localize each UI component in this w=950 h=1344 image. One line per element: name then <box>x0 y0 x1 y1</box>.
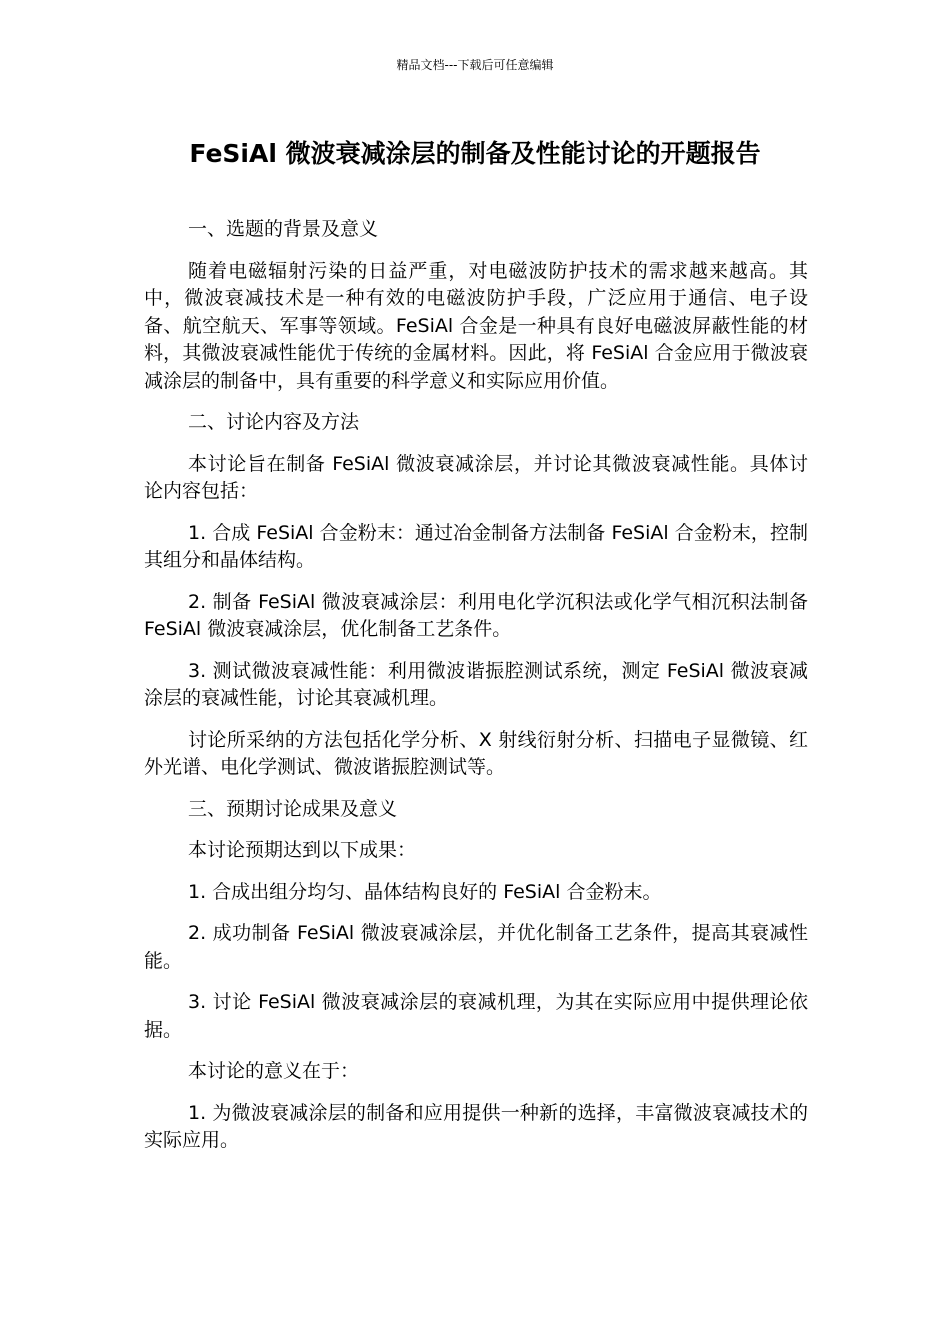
section-heading-content-methods: 二、讨论内容及方法 <box>188 411 360 433</box>
document-title: FeSiAl 微波衰减涂层的制备及性能讨论的开题报告 <box>189 139 761 168</box>
list-item-significance-1: 1. 为微波衰减涂层的制备和应用提供一种新的选择，丰富微波衰减技术的实际应用。 <box>144 1101 808 1151</box>
document-body <box>144 216 808 1169</box>
list-item-result-3: 3. 讨论 FeSiAl 微波衰减涂层的衰减机理，为其在实际应用中提供理论依据。 <box>144 991 808 1041</box>
paragraph-content-intro: 本讨论旨在制备 FeSiAl 微波衰减涂层，并讨论其微波衰减性能。具体讨论内容包括： <box>144 452 808 502</box>
paragraph-significance-intro: 本讨论的意义在于： <box>188 1060 360 1082</box>
paragraph-methods: 讨论所采纳的方法包括化学分析、X 射线衍射分析、扫描电子显微镜、红外光谱、电化学测试、微波谐振腔测试等。 <box>144 728 808 778</box>
list-item-result-2: 2. 成功制备 FeSiAl 微波衰减涂层，并优化制备工艺条件，提高其衰减性能。 <box>144 922 808 972</box>
list-item-content-2: 2. 制备 FeSiAl 微波衰减涂层：利用电化学沉积法或化学气相沉积法制备 FeSiAl 微波衰减涂层，优化制备工艺条件。 <box>144 590 808 640</box>
list-item-result-1: 1. 合成出组分均匀、晶体结构良好的 FeSiAl 合金粉末。 <box>188 880 662 903</box>
paragraph-background: 随着电磁辐射污染的日益严重，对电磁波防护技术的需求越来越高。其中，微波衰减技术是一种有效的电磁波防护手段，广泛应用于通信、电子设备、航空航天、军事等领域。FeSiAl 合金是一种具有良好电磁波屏蔽性能的材料，其微波衰减性能优于传统的金属材料。因此，将 FeSiAl 合金应用于微波衰减涂层的制备中，具有重要的科学意义和实际应用价值。 <box>144 259 808 392</box>
list-item-content-1: 1. 合成 FeSiAl 合金粉末：通过冶金制备方法制备 FeSiAl 合金粉末，控制其组分和晶体结构。 <box>144 521 808 571</box>
list-item-content-3: 3. 测试微波衰减性能：利用微波谐振腔测试系统，测定 FeSiAl 微波衰减涂层的衰减性能，讨论其衰减机理。 <box>144 659 808 709</box>
header-note: 精品文档---下载后可任意编辑 <box>396 58 554 72</box>
section-heading-expected-results: 三、预期讨论成果及意义 <box>188 797 398 820</box>
paragraph-results-intro: 本讨论预期达到以下成果： <box>188 839 417 861</box>
section-heading-background: 一、选题的背景及意义 <box>188 218 379 240</box>
